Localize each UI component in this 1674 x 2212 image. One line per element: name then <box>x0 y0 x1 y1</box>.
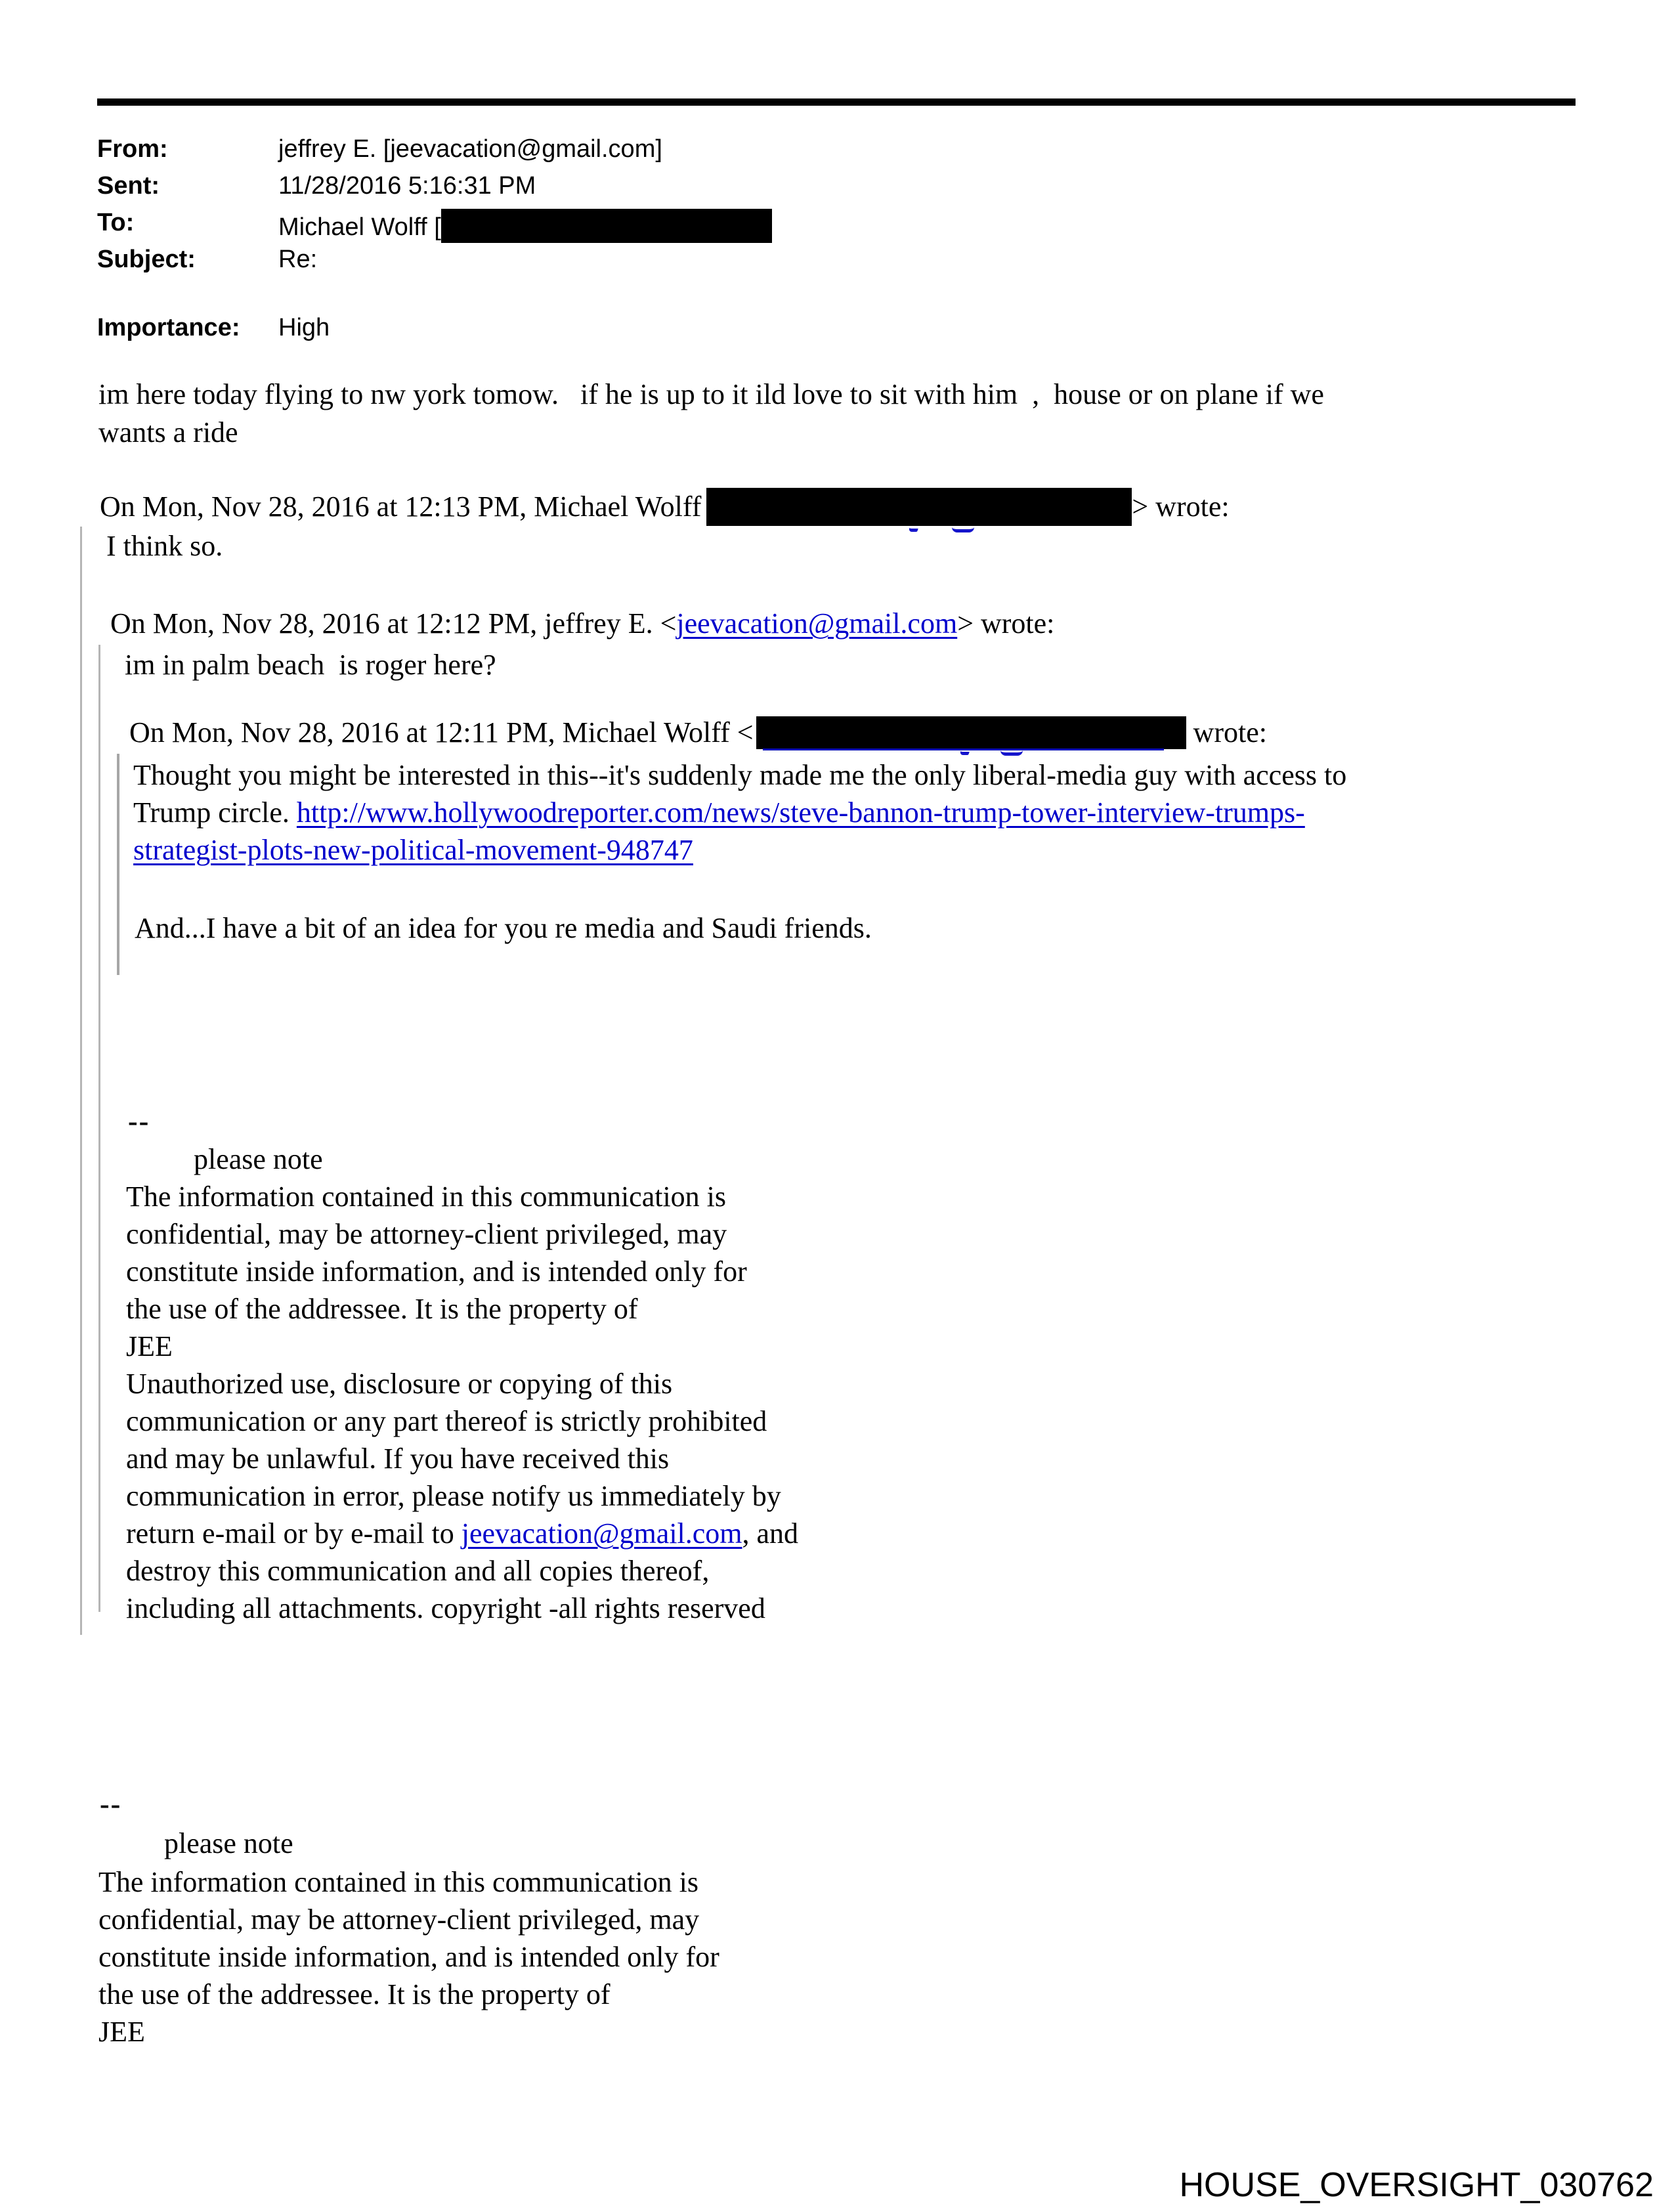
disclaimer-line: including all attachments. copyright -all rights reserved <box>126 1592 765 1624</box>
quote2-header <box>110 607 1054 640</box>
disclaimer-line: the use of the addressee. It is the property of <box>98 1978 611 2010</box>
from-value: jeffrey E. [jeevacation@gmail.com] <box>278 135 662 163</box>
article-url-link[interactable]: http://www.hollywoodreporter.com/news/steve-bannon-trump-tower-interview-trumps- <box>296 796 1305 829</box>
quote1-redaction <box>701 488 1132 526</box>
quote3-header <box>129 716 1267 749</box>
disclaimer-line: The information contained in this communication is <box>98 1866 699 1898</box>
message-line: im here today flying to nw york tomow. if he is up to it ild love to sit with him , house or on plane if we <box>98 378 1324 410</box>
disclaimer-line: and may be unlawful. If you have received this <box>126 1442 670 1475</box>
disclaimer-line <box>126 1517 798 1550</box>
header-divider-rule <box>97 98 1576 106</box>
quote3-paragraph: And...I have a bit of an idea for you re media and Saudi friends. <box>135 912 872 944</box>
importance-label: Importance: <box>97 314 240 341</box>
redacted-text-fragment <box>952 522 974 532</box>
disclaimer-line: confidential, may be attorney-client privileged, may <box>126 1218 727 1250</box>
email-link[interactable]: jeevacation@gmail.com <box>461 1517 742 1550</box>
to-label: To: <box>97 209 135 236</box>
quote3-text: Trump circle. <box>133 796 297 829</box>
quote3-paragraph: Thought you might be interested in this--it's suddenly made me the only liberal-media guy with access to <box>133 759 1347 791</box>
quote-bar-level3 <box>117 754 119 975</box>
disclaimer-line: communication in error, please notify us immediately by <box>126 1480 781 1512</box>
importance-value: High <box>278 314 330 341</box>
email-link[interactable]: jeevacation@gmail.com <box>676 607 958 640</box>
disclaimer-text: return e-mail or by e-mail to <box>126 1517 461 1550</box>
signature-divider: -- <box>100 1788 122 1820</box>
to-redaction <box>441 209 772 243</box>
quote1-header-text: > wrote: <box>1132 490 1230 523</box>
quote2-body: im in palm beach is roger here? <box>125 649 496 681</box>
to-value-text: Michael Wolff [ <box>278 213 441 241</box>
quote3-header-text: On Mon, Nov 28, 2016 at 12:11 PM, Michael Wolff < <box>129 716 754 748</box>
sent-value: 11/28/2016 5:16:31 PM <box>278 172 536 200</box>
quote3-paragraph <box>133 796 1305 829</box>
disclaimer-line: destroy this communication and all copies thereof, <box>126 1555 710 1587</box>
quote3-redaction <box>754 716 1186 749</box>
redaction-bar <box>441 209 772 243</box>
article-url-link[interactable]: strategist-plots-new-political-movement-948747 <box>133 834 693 866</box>
disclaimer-line: communication or any part thereof is strictly prohibited <box>126 1405 767 1437</box>
quote3-paragraph <box>133 833 693 867</box>
disclaimer-line: The information contained in this communication is <box>126 1181 727 1213</box>
quote2-header-text: On Mon, Nov 28, 2016 at 12:12 PM, jeffrey E. < <box>110 607 677 640</box>
quote1-body: I think so. <box>106 530 223 562</box>
quote2-header-text: > wrote: <box>957 607 1055 640</box>
disclaimer-line: JEE <box>98 2016 145 2048</box>
quote3-header-text: wrote: <box>1186 716 1267 748</box>
disclaimer-intro: please note <box>164 1827 293 1859</box>
disclaimer-line: constitute inside information, and is intended only for <box>126 1255 747 1288</box>
to-value <box>278 209 772 243</box>
redacted-text-fragment <box>1000 745 1023 756</box>
from-label: From: <box>97 135 168 163</box>
subject-label: Subject: <box>97 246 196 273</box>
signature-divider: -- <box>128 1105 150 1137</box>
message-line: wants a ride <box>98 416 238 448</box>
disclaimer-line: confidential, may be attorney-client privileged, may <box>98 1903 700 1936</box>
quote-bar-level2 <box>98 645 100 1612</box>
disclaimer-intro: please note <box>194 1143 323 1175</box>
quote1-header <box>100 488 1230 526</box>
disclaimer-line: the use of the addressee. It is the property of <box>126 1293 638 1325</box>
quote-bar-level1 <box>80 527 82 1635</box>
disclaimer-text: , and <box>742 1517 799 1550</box>
disclaimer-line: constitute inside information, and is intended only for <box>98 1941 719 1973</box>
quote1-header-text: On Mon, Nov 28, 2016 at 12:13 PM, Michael Wolff <box>100 490 702 523</box>
subject-value: Re: <box>278 246 318 273</box>
sent-label: Sent: <box>97 172 160 200</box>
disclaimer-line: Unauthorized use, disclosure or copying of this <box>126 1368 673 1400</box>
bates-number: HOUSE_OVERSIGHT_030762 <box>1179 2166 1654 2204</box>
disclaimer-line: JEE <box>126 1330 173 1362</box>
